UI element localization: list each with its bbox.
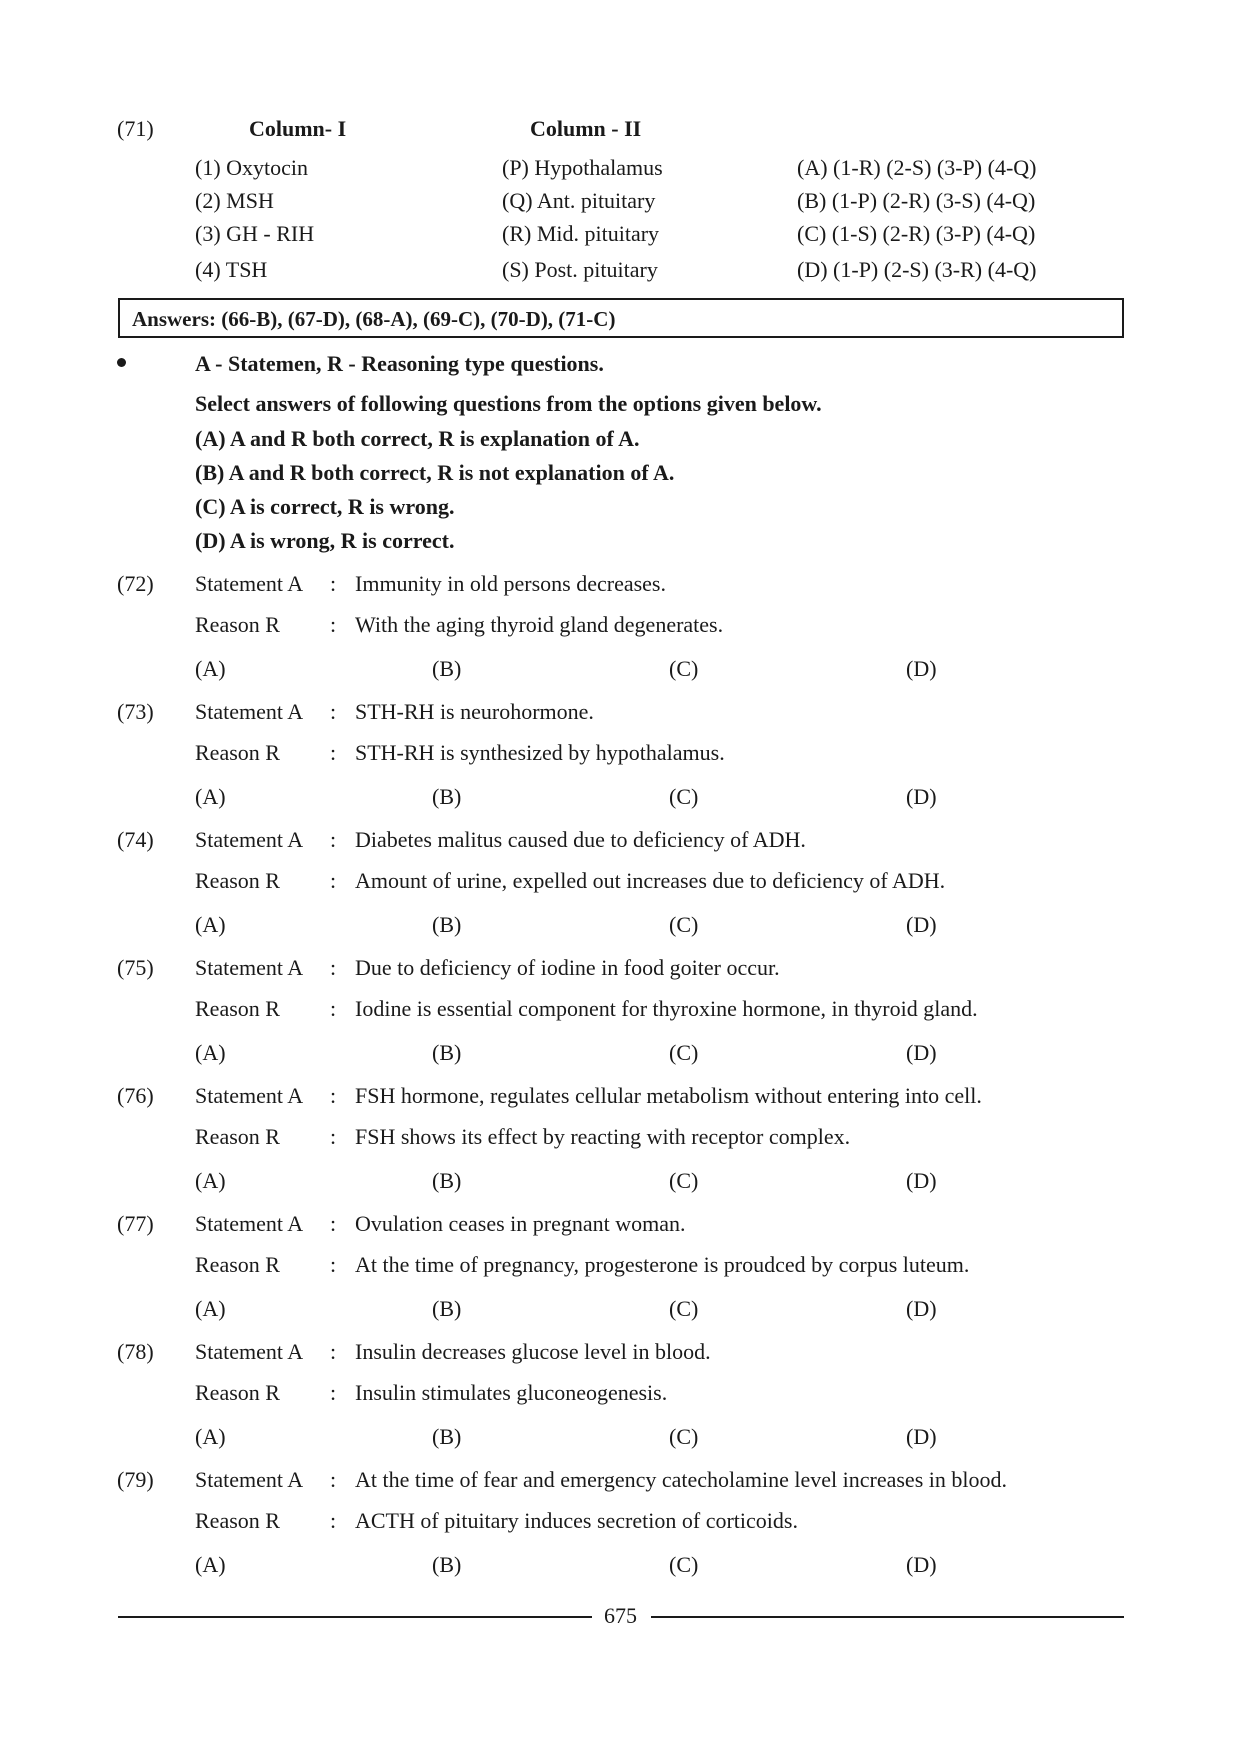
question-number: (73) bbox=[117, 699, 154, 724]
section-option: (D) A is wrong, R is correct. bbox=[195, 528, 455, 553]
statement-label: Statement A bbox=[195, 1339, 304, 1364]
answer-choice: (D) bbox=[906, 912, 937, 937]
reason-label: Reason R bbox=[195, 1124, 280, 1149]
reason-text: Amount of urine, expelled out increases due to deficiency of ADH. bbox=[355, 868, 946, 893]
bullet-icon bbox=[117, 358, 126, 367]
answer-choice: (C) bbox=[669, 1296, 699, 1321]
column-2-item: (P) Hypothalamus bbox=[502, 155, 663, 180]
answer-choice: (C) bbox=[669, 912, 699, 937]
answer-choice: (C) bbox=[669, 784, 699, 809]
column-1-item: (2) MSH bbox=[195, 188, 274, 213]
answer-choice: (B) bbox=[432, 656, 462, 681]
answer-choice: (B) bbox=[432, 1296, 462, 1321]
statement-label: Statement A bbox=[195, 571, 304, 596]
answer-choice: (A) bbox=[195, 1552, 226, 1577]
section-option: (A) A and R both correct, R is explanation of A. bbox=[195, 426, 640, 451]
column-2-item: (S) Post. pituitary bbox=[502, 257, 658, 282]
statement-colon: : bbox=[330, 955, 337, 980]
reason-text: With the aging thyroid gland degenerates. bbox=[355, 612, 724, 637]
answer-choice: (D) bbox=[906, 656, 937, 681]
statement-text: STH-RH is neurohormone. bbox=[355, 699, 594, 724]
question-number: (77) bbox=[117, 1211, 154, 1236]
match-option: (B) (1-P) (2-R) (3-S) (4-Q) bbox=[797, 188, 1036, 213]
answer-choice: (B) bbox=[432, 784, 462, 809]
reason-colon: : bbox=[330, 1380, 337, 1405]
answer-choice: (B) bbox=[432, 1040, 462, 1065]
answer-choice: (A) bbox=[195, 1296, 226, 1321]
answer-choice: (A) bbox=[195, 912, 226, 937]
statement-text: Immunity in old persons decreases. bbox=[355, 571, 666, 596]
reason-text: STH-RH is synthesized by hypothalamus. bbox=[355, 740, 725, 765]
question-number: (76) bbox=[117, 1083, 154, 1108]
answer-choice: (C) bbox=[669, 656, 699, 681]
reason-colon: : bbox=[330, 1124, 337, 1149]
statement-colon: : bbox=[330, 699, 337, 724]
question-number: (72) bbox=[117, 571, 154, 596]
answer-choice: (C) bbox=[669, 1424, 699, 1449]
answer-choice: (A) bbox=[195, 784, 226, 809]
reason-text: ACTH of pituitary induces secretion of corticoids. bbox=[355, 1508, 798, 1533]
column-1-item: (3) GH - RIH bbox=[195, 221, 315, 246]
column-1-header: Column- I bbox=[249, 116, 347, 141]
column-1-item: (1) Oxytocin bbox=[195, 155, 309, 180]
answer-choice: (C) bbox=[669, 1552, 699, 1577]
answers-box bbox=[118, 298, 1124, 338]
footer-line bbox=[651, 1616, 1124, 1618]
answers-text: Answers: (66-B), (67-D), (68-A), (69-C), (70-D), (71-C) bbox=[132, 307, 616, 331]
answer-choice: (A) bbox=[195, 1424, 226, 1449]
statement-colon: : bbox=[330, 1467, 337, 1492]
match-option: (A) (1-R) (2-S) (3-P) (4-Q) bbox=[797, 155, 1037, 180]
reason-colon: : bbox=[330, 612, 337, 637]
reason-label: Reason R bbox=[195, 996, 280, 1021]
reason-label: Reason R bbox=[195, 868, 280, 893]
statement-label: Statement A bbox=[195, 827, 304, 852]
statement-text: Due to deficiency of iodine in food goiter occur. bbox=[355, 955, 780, 980]
page-number: 675 bbox=[604, 1603, 637, 1628]
reason-colon: : bbox=[330, 996, 337, 1021]
column-2-header: Column - II bbox=[530, 116, 642, 141]
column-2-item: (Q) Ant. pituitary bbox=[502, 188, 656, 213]
statement-colon: : bbox=[330, 827, 337, 852]
answer-choice: (D) bbox=[906, 1552, 937, 1577]
answer-choice: (B) bbox=[432, 912, 462, 937]
reason-label: Reason R bbox=[195, 1380, 280, 1405]
statement-colon: : bbox=[330, 571, 337, 596]
answer-choice: (D) bbox=[906, 1296, 937, 1321]
reason-colon: : bbox=[330, 868, 337, 893]
statement-text: FSH hormone, regulates cellular metabolism without entering into cell. bbox=[355, 1083, 982, 1108]
reason-colon: : bbox=[330, 1252, 337, 1277]
statement-colon: : bbox=[330, 1339, 337, 1364]
match-option: (D) (1-P) (2-S) (3-R) (4-Q) bbox=[797, 257, 1037, 282]
statement-text: Diabetes malitus caused due to deficiency of ADH. bbox=[355, 827, 806, 852]
answer-choice: (A) bbox=[195, 1168, 226, 1193]
statement-label: Statement A bbox=[195, 699, 304, 724]
reason-label: Reason R bbox=[195, 740, 280, 765]
statement-label: Statement A bbox=[195, 1211, 304, 1236]
footer-line bbox=[118, 1616, 592, 1618]
match-option: (C) (1-S) (2-R) (3-P) (4-Q) bbox=[797, 221, 1036, 246]
question-number: (79) bbox=[117, 1467, 154, 1492]
reason-colon: : bbox=[330, 1508, 337, 1533]
section-heading: A - Statemen, R - Reasoning type questions. bbox=[195, 351, 604, 376]
answer-choice: (A) bbox=[195, 656, 226, 681]
column-2-item: (R) Mid. pituitary bbox=[502, 221, 660, 246]
section-option: (B) A and R both correct, R is not explanation of A. bbox=[195, 460, 675, 485]
question-number: (71) bbox=[117, 116, 154, 141]
answer-choice: (C) bbox=[669, 1040, 699, 1065]
reason-text: At the time of pregnancy, progesterone is proudced by corpus luteum. bbox=[355, 1252, 970, 1277]
reason-label: Reason R bbox=[195, 1508, 280, 1533]
reason-text: FSH shows its effect by reacting with receptor complex. bbox=[355, 1124, 851, 1149]
statement-label: Statement A bbox=[195, 1083, 304, 1108]
section-instruction: Select answers of following questions from the options given below. bbox=[195, 391, 822, 416]
answer-choice: (B) bbox=[432, 1552, 462, 1577]
section-option: (C) A is correct, R is wrong. bbox=[195, 494, 455, 519]
question-number: (78) bbox=[117, 1339, 154, 1364]
question-number: (75) bbox=[117, 955, 154, 980]
statement-colon: : bbox=[330, 1083, 337, 1108]
statement-label: Statement A bbox=[195, 955, 304, 980]
question-number: (74) bbox=[117, 827, 154, 852]
statement-text: Insulin decreases glucose level in blood. bbox=[355, 1339, 711, 1364]
reason-label: Reason R bbox=[195, 612, 280, 637]
column-1-item: (4) TSH bbox=[195, 257, 268, 282]
reason-colon: : bbox=[330, 740, 337, 765]
reason-text: Iodine is essential component for thyroxine hormone, in thyroid gland. bbox=[355, 996, 978, 1021]
answer-choice: (C) bbox=[669, 1168, 699, 1193]
statement-label: Statement A bbox=[195, 1467, 304, 1492]
statement-text: Ovulation ceases in pregnant woman. bbox=[355, 1211, 686, 1236]
reason-text: Insulin stimulates gluconeogenesis. bbox=[355, 1380, 668, 1405]
answer-choice: (B) bbox=[432, 1168, 462, 1193]
answer-choice: (B) bbox=[432, 1424, 462, 1449]
answer-choice: (D) bbox=[906, 1168, 937, 1193]
statement-text: At the time of fear and emergency catecholamine level increases in blood. bbox=[355, 1467, 1007, 1492]
reason-label: Reason R bbox=[195, 1252, 280, 1277]
answer-choice: (D) bbox=[906, 784, 937, 809]
answer-choice: (D) bbox=[906, 1040, 937, 1065]
answer-choice: (D) bbox=[906, 1424, 937, 1449]
statement-colon: : bbox=[330, 1211, 337, 1236]
answer-choice: (A) bbox=[195, 1040, 226, 1065]
